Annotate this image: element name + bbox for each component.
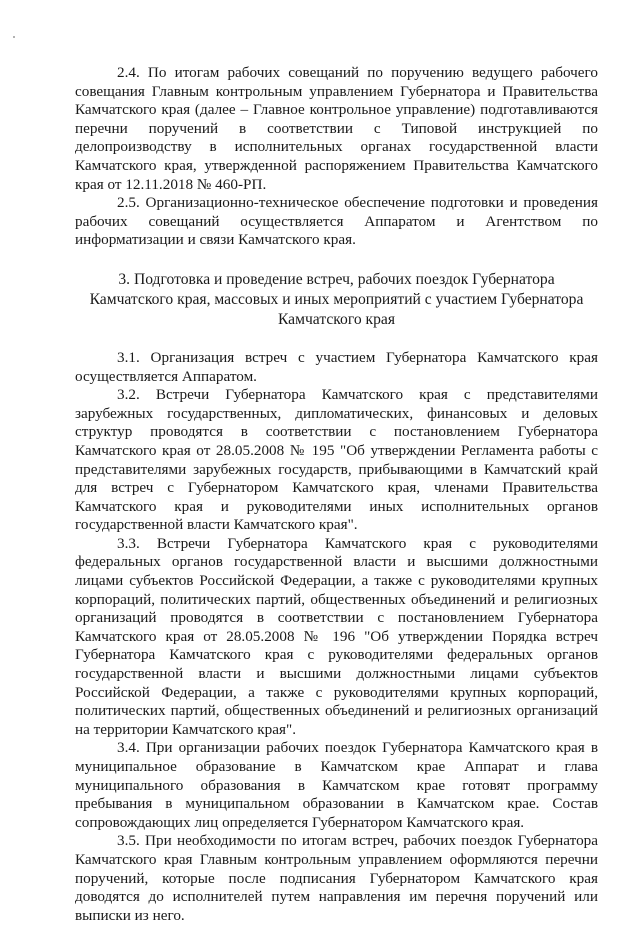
section-3-heading: 3. Подготовка и проведение встреч, рабочих поездок Губернатора Камчатского края, массовых и иных мероприятий с участием Губернатора Камчатского края [89,270,584,328]
paragraph-3-4: 3.4. При организации рабочих поездок Губернатора Камчатского края в муниципальное образование в Камчатском крае Аппарат и глава муниципального образования в Камчатском крае готовят программу пребывания в муниципальном образовании в Камчатском крае. Состав сопровождающих лиц определяется Губернатором Камчатского края. [75,739,598,831]
paragraph-2-4: 2.4. По итогам рабочих совещаний по поручению ведущего рабочего совещания Главным контрольным управлением Губернатора и Правительства Камчатского края (далее – Главное контрольное управление) подготавливаются перечни поручений в соответствии с Типовой инструкцией по делопроизводству в исполнительных органах государственной власти Камчатского края, утвержденной распоряжением Правительства Камчатского края от 12.11.2018 № 460-РП. [75,64,598,193]
document-page [75,64,598,925]
paragraph-3-2: 3.2. Встречи Губернатора Камчатского края с представителями зарубежных государственных, дипломатических, финансовых и деловых структур проводятся в соответствии с постановлением Губернатора Камчатского края от 28.05.2008 № 195 "Об утверждении Регламента работы с представителями зарубежных государств, прибывающими в Камчатский край для встреч с Губернатором Камчатского края, членами Правительства Камчатского края и руководителями иных исполнительных органов государственной власти Камчатского края". [75,386,598,534]
scan-artifact-dot [13,36,15,38]
paragraph-3-1: 3.1. Организация встреч с участием Губернатора Камчатского края осуществляется Аппаратом. [75,348,598,385]
paragraph-2-5: 2.5. Организационно-техническое обеспечение подготовки и проведения рабочих совещаний осуществляется Аппаратом и Агентством по информатизации и связи Камчатского края. [75,194,598,249]
paragraph-3-5: 3.5. При необходимости по итогам встреч, рабочих поездок Губернатора Камчатского края Главным контрольным управлением оформляются перечни поручений, которые после подписания Губернатором Камчатского края доводятся до исполнителей путем направления им перечня поручений или выписки из него. [75,832,598,924]
paragraph-3-3: 3.3. Встречи Губернатора Камчатского края с руководителями федеральных органов государственной власти и высшими должностными лицами субъектов Российской Федерации, а также с руководителями крупных корпораций, политических партий, общественных объединений и религиозных организаций проводятся в соответствии с постановлением Губернатора Камчатского края от 28.05.2008 № 196 "Об утверждении Порядка встреч Губернатора Камчатского края с руководителями федеральных органов государственной власти и высшими должностными лицами субъектов Российской Федерации, а также с руководителями крупных корпораций, политических партий, общественных объединений и религиозных организаций на территории Камчатского края". [75,534,598,738]
